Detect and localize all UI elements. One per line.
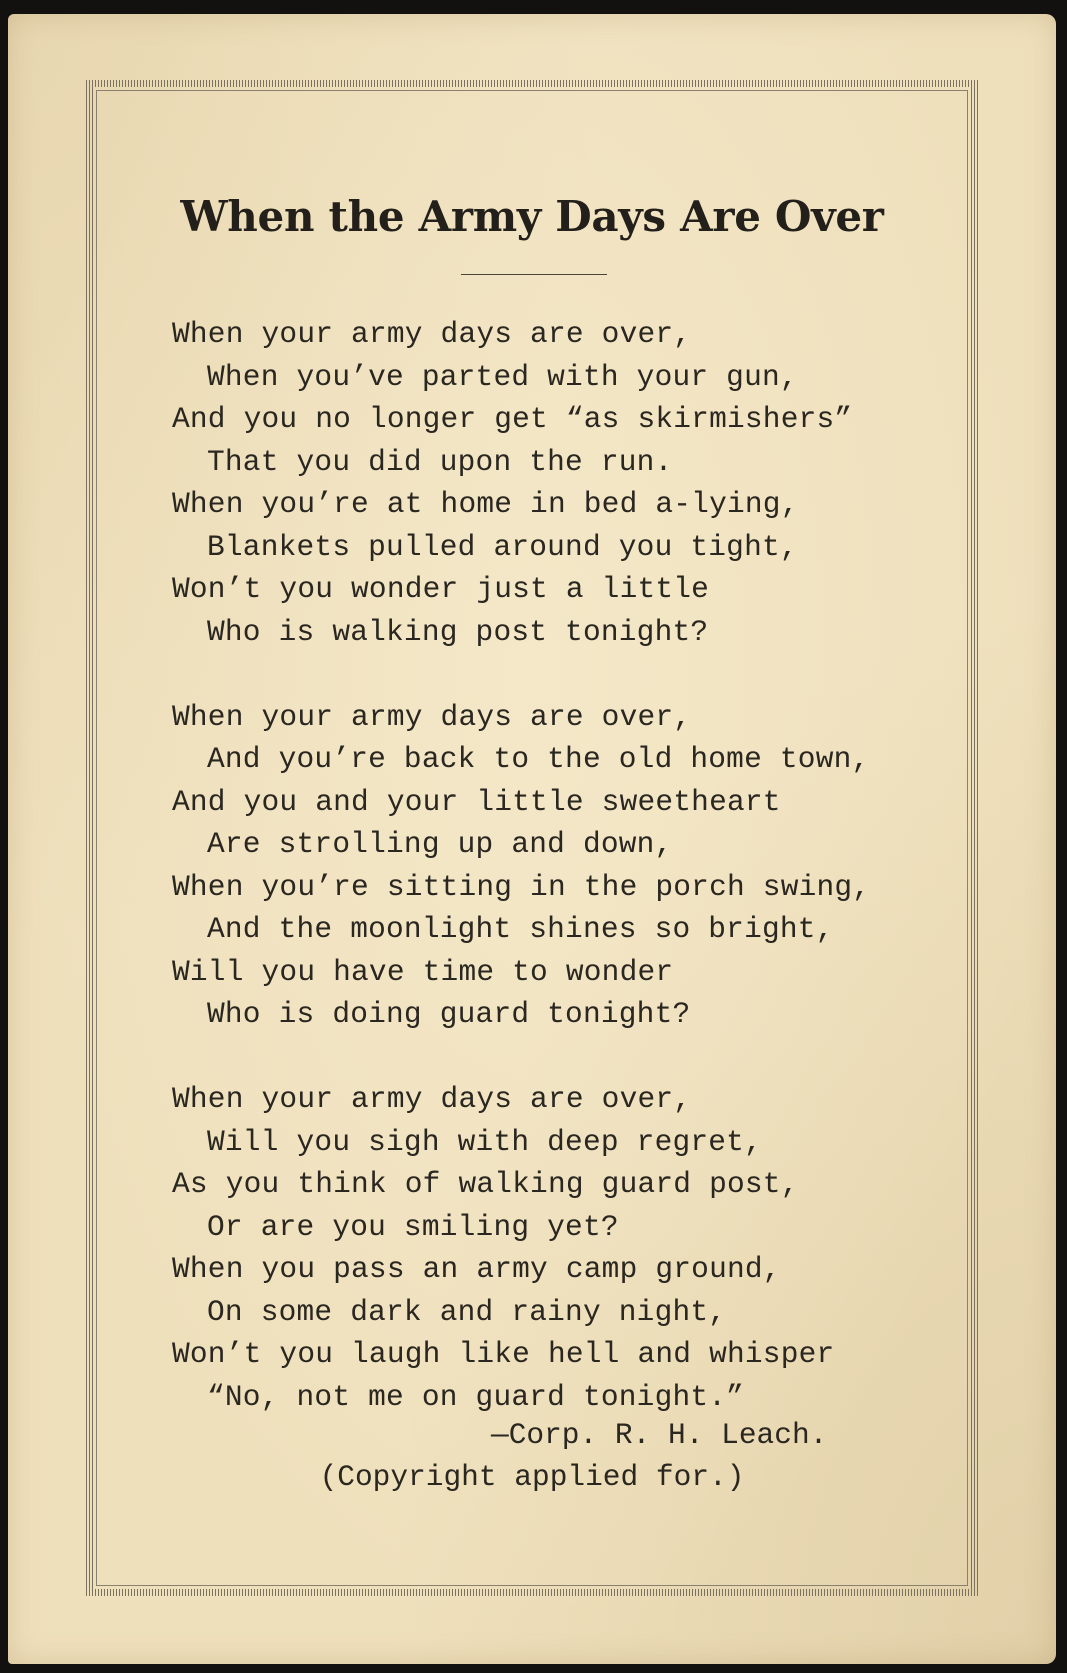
copyright-notice: (Copyright applied for.) [319, 1460, 745, 1494]
poem-line: When you pass an army camp ground, [172, 1252, 781, 1286]
poem-line: Won’t you wonder just a little [172, 572, 710, 606]
title-divider [461, 274, 607, 275]
poem-line: And the moonlight shines so bright, [207, 912, 834, 946]
poem-line: On some dark and rainy night, [207, 1294, 727, 1329]
poem-line: Blankets pulled around you tight, [207, 529, 798, 564]
stanza-3 [172, 1078, 932, 1418]
poem-line: That you did upon the run. [207, 444, 673, 479]
poem-title: When the Army Days Are Over [180, 192, 884, 241]
stanza-1 [172, 313, 932, 653]
poem-line: When your army days are over, [172, 1082, 692, 1116]
poem-line: And you’re back to the old home town, [207, 742, 870, 776]
poem-line: And you no longer get “as skirmishers” [172, 402, 853, 436]
author-byline: —Corp. R. H. Leach. [491, 1418, 828, 1452]
poem-line: When your army days are over, [172, 699, 692, 734]
poem-line: Won’t you laugh like hell and whisper [172, 1337, 835, 1371]
poem-line: Or are you smiling yet? [207, 1209, 619, 1244]
poem-body [172, 313, 932, 1461]
poem-line: When your army days are over, [172, 317, 692, 351]
poem-line: Will you have time to wonder [172, 954, 674, 989]
poem-card [8, 14, 1056, 1664]
poem-line: Who is doing guard tonight? [207, 997, 691, 1031]
poem-line: “No, not me on guard tonight.” [207, 1379, 745, 1414]
poem-line: When you’re at home in bed a-lying, [172, 487, 799, 521]
poem-line: When you’re sitting in the porch swing, [172, 869, 871, 904]
poem-line: Who is walking post tonight? [207, 614, 709, 649]
stanza-2 [172, 696, 932, 1036]
poem-line: And you and your little sweetheart [172, 784, 781, 819]
poem-line: Are strolling up and down, [207, 827, 673, 861]
poem-line: Will you sigh with deep regret, [207, 1124, 762, 1159]
poem-line: As you think of walking guard post, [172, 1167, 799, 1201]
poem-line: When you’ve parted with your gun, [207, 359, 798, 394]
